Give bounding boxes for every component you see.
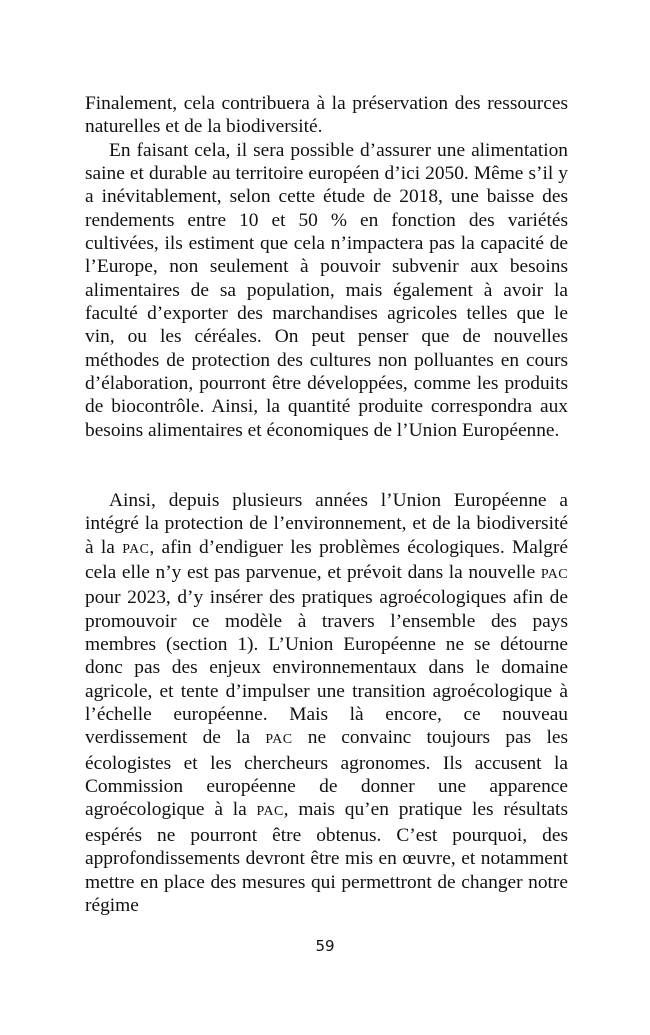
paragraph-pac-text-4: ne convainc toujours pas les écologistes et les chercheurs agronomes. Ils accusent la Commission européenne de donner une apparence agroécologique à la xyxy=(85,727,568,821)
acronym-pac: PAC xyxy=(540,567,568,583)
paragraph-pac xyxy=(85,489,568,917)
text-block-bottom xyxy=(85,489,568,917)
paragraph-pac-text-5: , mais qu’en pratique les résultats espérés ne pourront être obtenus. C’est pourquoi, des approfondissements devront être mis en œuvre, et notamment mettre en place des mesures qui permettront de changer notre régime xyxy=(85,799,568,916)
paragraph-pac-text-3: pour 2023, d’y insérer des pratiques agroécologiques afin de promouvoir ce modèle à travers l’ensemble des pays membres (section 1). L’Union Européenne ne se détourne donc pas des enjeux environnementaux dans le domaine agricole, et tente d’impulser une transition agroécologique à l’échelle européenne. Mais là encore, ce nouveau verdissement de la xyxy=(85,587,568,749)
page-number: 59 xyxy=(315,937,335,955)
paragraph-pac-text-2: , afin d’endiguer les problèmes écologiques. Malgré cela elle n’y est pas parvenue, et prévoit dans la nouvelle xyxy=(85,536,569,584)
paragraph-continuation: Finalement, cela contribuera à la préservation des ressources naturelles et de la biodiversité. xyxy=(85,93,568,138)
acronym-pac: PAC xyxy=(265,732,293,748)
acronym-pac: PAC xyxy=(122,541,150,557)
paragraph-pac-text-1: Ainsi, depuis plusieurs années l’Union Européenne a intégré la protection de l’environnement, et de la biodiversité à la xyxy=(85,490,568,558)
acronym-pac: PAC xyxy=(256,804,284,820)
text-block-top xyxy=(85,92,568,442)
paragraph-biocontrol: En faisant cela, il sera possible d’assurer une alimentation saine et durable au territoire européen d’ici 2050. Même s’il y a inévitablement, selon cette étude de 2018, une baisse des rendements entre 10 et 50 % en fonction des variétés cultivées, ils estiment que cela n’impactera pas la capacité de l’Europe, non seulement à pouvoir subvenir aux besoins alimentaires de sa population, mais également à avoir la faculté d’exporter des marchandises agricoles telles que le vin, ou les céréales. On peut penser que de nouvelles méthodes de protection des cultures non polluantes en cours d’élaboration, pourront être développées, comme les produits de biocontrôle. Ainsi, la quantité produite correspondra aux besoins alimentaires et économiques de l’Union Européenne. xyxy=(85,139,568,441)
